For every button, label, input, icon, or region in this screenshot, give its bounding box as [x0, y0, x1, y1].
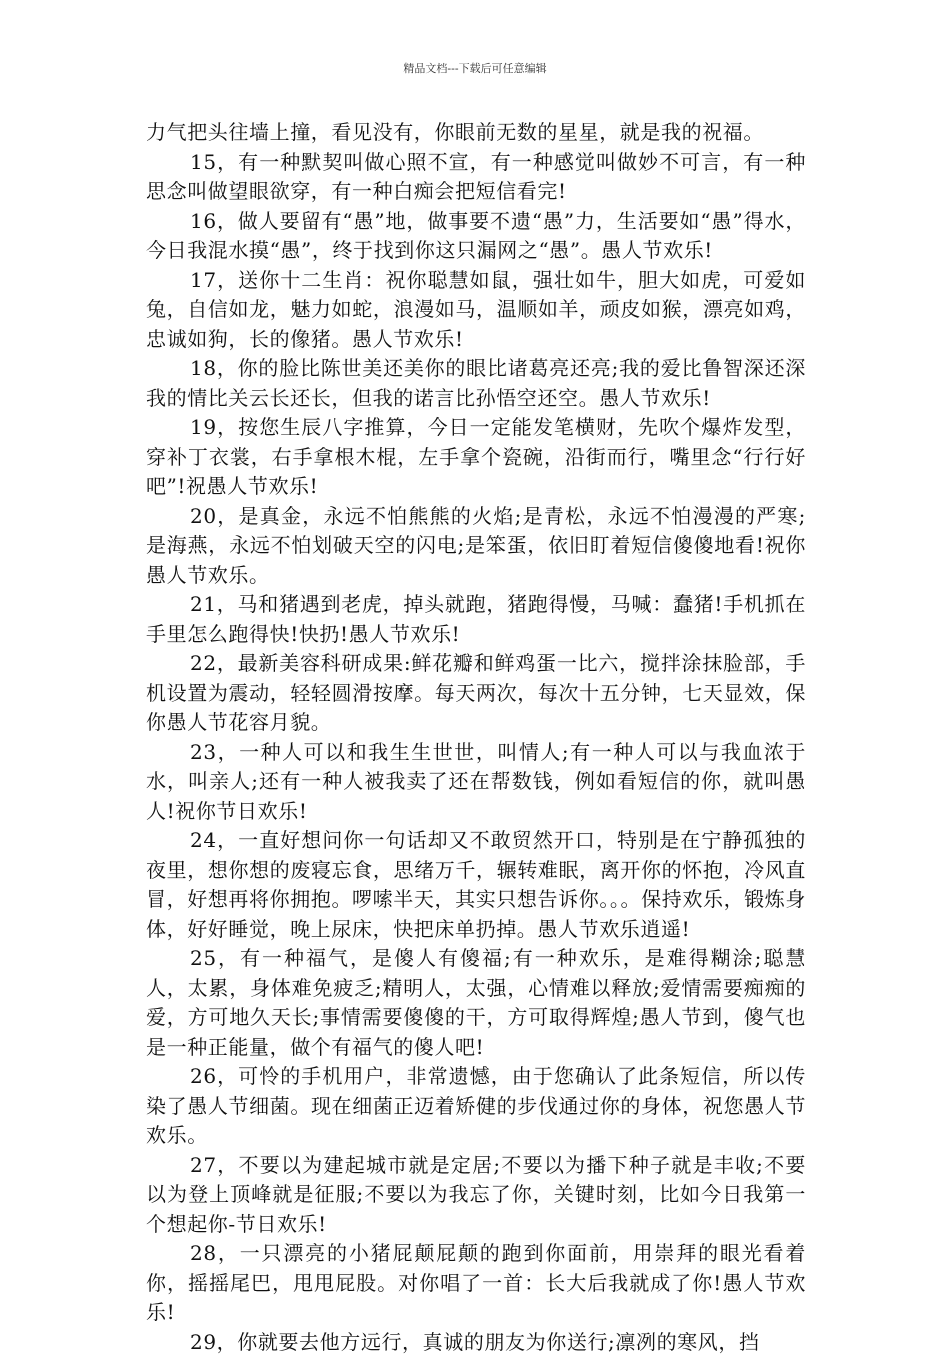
paragraph: 28，一只漂亮的小猪屁颠屁颠的跑到你面前，用崇拜的眼光看着你，摇摇尾巴，甩甩屁股。对你唱了一首：长大后我就成了你!愚人节欢乐!	[146, 1239, 806, 1328]
paragraph: 22，最新美容科研成果:鲜花瓣和鲜鸡蛋一比六，搅拌涂抹脸部，手机设置为震动，轻轻圆滑按摩。每天两次，每次十五分钟，七天显效，保你愚人节花容月貌。	[146, 649, 806, 738]
paragraph: 18，你的脸比陈世美还美你的眼比诸葛亮还亮;我的爱比鲁智深还深我的情比关云长还长，但我的诺言比孙悟空还空。愚人节欢乐!	[146, 354, 806, 413]
paragraph: 27，不要以为建起城市就是定居;不要以为播下种子就是丰收;不要以为登上顶峰就是征服;不要以为我忘了你，关键时刻，比如今日我第一个想起你-节日欢乐!	[146, 1151, 806, 1240]
page-header: 精品文档---下载后可任意编辑	[0, 62, 950, 76]
paragraph: 20，是真金，永远不怕熊熊的火焰;是青松，永远不怕漫漫的严寒;是海燕，永远不怕划破天空的闪电;是笨蛋，依旧盯着短信傻傻地看!祝你愚人节欢乐。	[146, 502, 806, 591]
paragraph: 16，做人要留有“愚”地，做事要不遗“愚”力，生活要如“愚”得水，今日我混水摸“愚”，终于找到你这只漏网之“愚”。愚人节欢乐!	[146, 207, 806, 266]
paragraph: 25，有一种福气，是傻人有傻福;有一种欢乐，是难得糊涂;聪慧人，太累，身体难免疲乏;精明人，太强，心情难以释放;爱情需要痴痴的爱，方可地久天长;事情需要傻傻的干，方可取得辉煌;愚人节到，傻气也是一种正能量，做个有福气的傻人吧!	[146, 944, 806, 1062]
paragraph: 29，你就要去他方远行，真诚的朋友为你送行;凛冽的寒风，挡	[146, 1328, 806, 1357]
document-body	[146, 118, 806, 1357]
paragraph: 26，可怜的手机用户，非常遗憾，由于您确认了此条短信，所以传染了愚人节细菌。现在细菌正迈着矫健的步伐通过你的身体，祝您愚人节欢乐。	[146, 1062, 806, 1151]
paragraph: 15，有一种默契叫做心照不宣，有一种感觉叫做妙不可言，有一种思念叫做望眼欲穿，有一种白痴会把短信看完!	[146, 148, 806, 207]
paragraph: 24，一直好想问你一句话却又不敢贸然开口，特别是在宁静孤独的夜里，想你想的废寝忘食，思绪万千，辗转难眠，离开你的怀抱，冷风直冒，好想再将你拥抱。啰嗦半天，其实只想告诉你。。。保持欢乐，锻炼身体，好好睡觉，晚上尿床，快把床单扔掉。愚人节欢乐逍遥!	[146, 826, 806, 944]
paragraph: 17，送你十二生肖：祝你聪慧如鼠，强壮如牛，胆大如虎，可爱如兔，自信如龙，魅力如蛇，浪漫如马，温顺如羊，顽皮如猴，漂亮如鸡，忠诚如狗，长的像猪。愚人节欢乐!	[146, 266, 806, 355]
paragraph: 21，马和猪遇到老虎，掉头就跑，猪跑得慢，马喊：蠢猪!手机抓在手里怎么跑得快!快扔!愚人节欢乐!	[146, 590, 806, 649]
paragraph: 23，一种人可以和我生生世世，叫情人;有一种人可以与我血浓于水，叫亲人;还有一种人被我卖了还在帮数钱，例如看短信的你，就叫愚人!祝你节日欢乐!	[146, 738, 806, 827]
paragraph: 力气把头往墙上撞，看见没有，你眼前无数的星星，就是我的祝福。	[146, 118, 806, 148]
paragraph: 19，按您生辰八字推算，今日一定能发笔横财，先吹个爆炸发型，穿补丁衣裳，右手拿根木棍，左手拿个瓷碗，沿街而行，嘴里念“行行好吧”!祝愚人节欢乐!	[146, 413, 806, 502]
